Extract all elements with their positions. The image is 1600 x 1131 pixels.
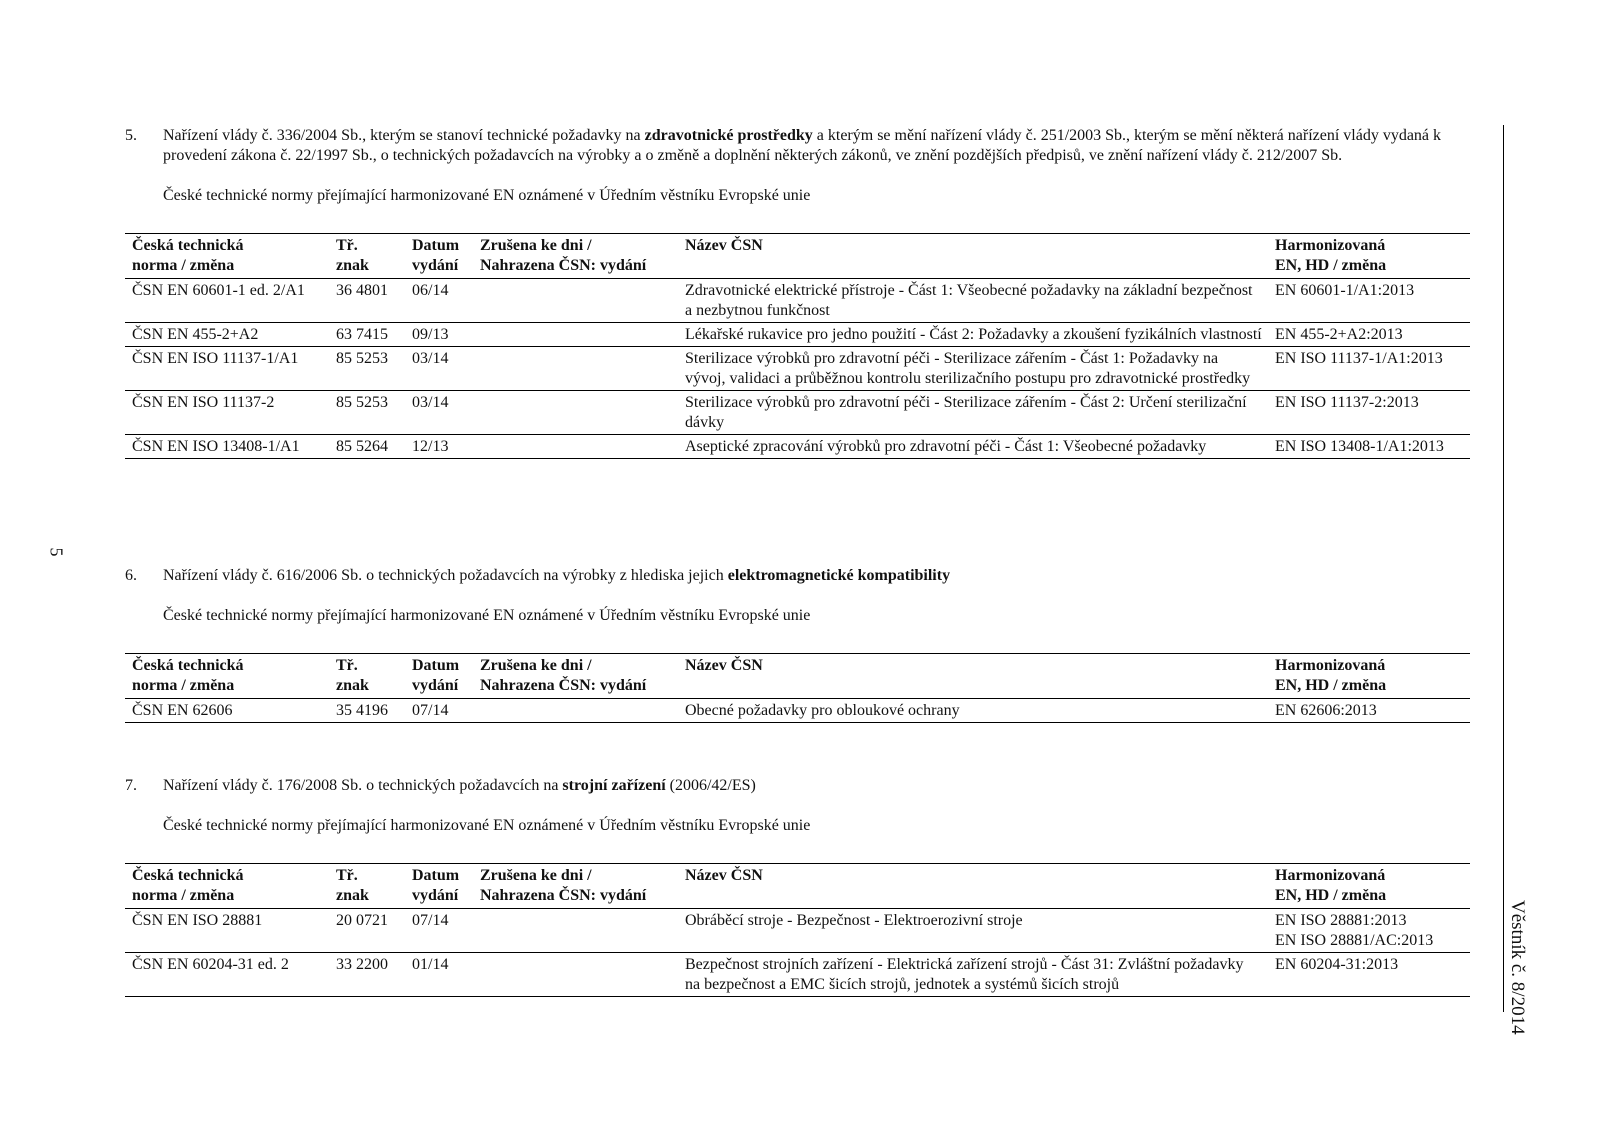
- column-header-line: EN, HD / změna: [1275, 257, 1387, 274]
- cell-datum: 07/14: [412, 702, 449, 719]
- journal-title: Věstník č. 8/2014: [1507, 900, 1528, 1035]
- table-header-row: [125, 234, 1470, 279]
- table-header-row: [125, 864, 1470, 909]
- column-header-line: Nahrazena ČSN: vydání: [480, 257, 647, 274]
- column-header: [678, 654, 1268, 699]
- section-heading: [125, 566, 1470, 586]
- cell-harmonizovana: [1268, 391, 1470, 435]
- cell-datum: 03/14: [412, 350, 449, 367]
- table-row: [125, 391, 1470, 435]
- cell-datum: 03/14: [412, 394, 449, 411]
- column-header-line: vydání: [412, 887, 459, 904]
- cell-harmonizovana: [1268, 909, 1470, 953]
- column-header-line: norma / změna: [132, 887, 235, 904]
- column-header-line: Česká technická: [132, 237, 244, 254]
- cell-nazev: Obráběcí stroje - Bezpečnost - Elektroerozivní stroje: [685, 912, 1023, 929]
- harmonized-standard: EN 62606:2013: [1275, 702, 1377, 719]
- column-header: [678, 234, 1268, 279]
- column-header-line: znak: [336, 887, 369, 904]
- table-row: [125, 435, 1470, 459]
- column-header-line: norma / změna: [132, 257, 235, 274]
- column-header: [329, 864, 405, 909]
- column-header-line: Datum: [412, 867, 460, 884]
- column-header-line: Název ČSN: [685, 657, 763, 674]
- cell-datum: 12/13: [412, 438, 449, 455]
- heading-text: Nařízení vlády č. 176/2008 Sb. o technických požadavcích na: [163, 777, 563, 794]
- cell-zrusena: [473, 953, 678, 997]
- harmonized-standard: EN 455-2+A2:2013: [1275, 326, 1403, 343]
- column-header-line: Tř.: [336, 657, 358, 674]
- harmonized-standard: EN ISO 11137-1/A1:2013: [1275, 350, 1443, 367]
- harmonized-standard: EN ISO 11137-2:2013: [1275, 394, 1419, 411]
- section-subtitle: České technické normy přejímající harmonizované EN oznámené v Úředním věstníku Evropské unie: [163, 817, 811, 834]
- cell-datum: 01/14: [412, 956, 449, 973]
- norms-table: [125, 233, 1470, 459]
- section-subtitle: České technické normy přejímající harmonizované EN oznámené v Úředním věstníku Evropské unie: [163, 607, 811, 624]
- cell-znak: 85 5264: [336, 438, 388, 455]
- cell-datum: 07/14: [412, 912, 449, 929]
- cell-nazev: Sterilizace výrobků pro zdravotní péči - Sterilizace zářením - Část 2: Určení sterilizační dávky: [685, 394, 1247, 431]
- column-header-line: EN, HD / změna: [1275, 887, 1387, 904]
- cell-zrusena: [473, 435, 678, 459]
- section-number: 5.: [125, 127, 137, 144]
- section-heading: [125, 776, 1470, 796]
- column-header-line: Nahrazena ČSN: vydání: [480, 887, 647, 904]
- section-5: [125, 126, 1470, 206]
- cell-znak: 63 7415: [336, 326, 388, 343]
- cell-znak: 20 0721: [336, 912, 388, 929]
- section-number: 7.: [125, 777, 137, 794]
- column-header: [329, 654, 405, 699]
- table-header-row: [125, 654, 1470, 699]
- table-row: [125, 347, 1470, 391]
- margin-rule: [1503, 125, 1504, 1012]
- cell-norma: ČSN EN 60601-1 ed. 2/A1: [132, 282, 305, 299]
- cell-harmonizovana: [1268, 347, 1470, 391]
- norms-table: [125, 653, 1470, 723]
- cell-znak: 33 2200: [336, 956, 388, 973]
- cell-harmonizovana: [1268, 323, 1470, 347]
- column-header: [125, 234, 329, 279]
- column-header-line: znak: [336, 677, 369, 694]
- section-7: [125, 776, 1470, 836]
- cell-harmonizovana: [1268, 435, 1470, 459]
- column-header: [405, 654, 473, 699]
- column-header-line: Harmonizovaná: [1275, 657, 1386, 674]
- cell-zrusena: [473, 323, 678, 347]
- section-number: 6.: [125, 567, 137, 584]
- column-header-line: Harmonizovaná: [1275, 867, 1386, 884]
- cell-harmonizovana: [1268, 953, 1470, 997]
- column-header: [1268, 234, 1470, 279]
- column-header-line: Tř.: [336, 867, 358, 884]
- heading-text-rest: a kterým se mění nařízení vlády č. 251/2003 Sb., kterým se mění některá nařízení vlády vydaná k provedení zákona č. 22/1997 Sb., o technických požadavcích na výrobky a o změně a doplnění některých zákonů, ve znění pozdějších předpisů, ve znění nařízení vlády č. 212/2007 Sb.: [163, 127, 1442, 164]
- cell-datum: 09/13: [412, 326, 449, 343]
- cell-harmonizovana: [1268, 279, 1470, 323]
- column-header-line: EN, HD / změna: [1275, 677, 1387, 694]
- harmonized-standard: EN ISO 13408-1/A1:2013: [1275, 438, 1444, 455]
- harmonized-standard: EN 60204-31:2013: [1275, 956, 1399, 973]
- section-subtitle: České technické normy přejímající harmonizované EN oznámené v Úředním věstníku Evropské unie: [163, 187, 811, 204]
- norms-table: [125, 863, 1470, 997]
- column-header-line: [685, 676, 1262, 696]
- cell-zrusena: [473, 279, 678, 323]
- column-header: [473, 234, 678, 279]
- column-header-line: Nahrazena ČSN: vydání: [480, 677, 647, 694]
- cell-norma: ČSN EN ISO 11137-1/A1: [132, 350, 299, 367]
- cell-znak: 36 4801: [336, 282, 388, 299]
- harmonized-standard: EN ISO 28881:2013: [1275, 912, 1407, 929]
- heading-emphasis: zdravotnické prostředky: [644, 127, 813, 144]
- column-header-line: Zrušena ke dni /: [480, 867, 592, 884]
- cell-nazev: Obecné požadavky pro obloukové ochrany: [685, 702, 960, 719]
- cell-datum: 06/14: [412, 282, 449, 299]
- cell-nazev: Lékařské rukavice pro jedno použití - Část 2: Požadavky a zkoušení fyzikálních vlastností: [685, 326, 1262, 343]
- cell-znak: 35 4196: [336, 702, 388, 719]
- cell-nazev: Sterilizace výrobků pro zdravotní péči - Sterilizace zářením - Část 1: Požadavky na vývoj, validaci a průběžnou kontrolu sterilizačního postupu pro zdravotnické prostředky: [685, 350, 1251, 387]
- column-header-line: Česká technická: [132, 657, 244, 674]
- table-row: [125, 699, 1470, 723]
- cell-nazev: Zdravotnické elektrické přístroje - Část 1: Všeobecné požadavky na základní bezpečnost a nezbytnou funkčnost: [685, 282, 1253, 319]
- column-header-line: Harmonizovaná: [1275, 237, 1386, 254]
- column-header-line: Zrušena ke dni /: [480, 657, 592, 674]
- column-header: [678, 864, 1268, 909]
- column-header: [1268, 864, 1470, 909]
- cell-nazev: Bezpečnost strojních zařízení - Elektrická zařízení strojů - Část 31: Zvláštní požadavky na bezpečnost a EMC šicích strojů, jednotek a systémů šicích strojů: [685, 956, 1244, 993]
- heading-emphasis: strojní zařízení: [562, 777, 666, 794]
- column-header: [125, 864, 329, 909]
- column-header-line: Název ČSN: [685, 867, 763, 884]
- column-header: [405, 234, 473, 279]
- page-number: 5: [46, 547, 67, 557]
- column-header-line: Česká technická: [132, 867, 244, 884]
- column-header: [405, 864, 473, 909]
- column-header-line: znak: [336, 257, 369, 274]
- column-header-line: Název ČSN: [685, 237, 763, 254]
- heading-text: Nařízení vlády č. 336/2004 Sb., kterým se stanoví technické požadavky na: [163, 127, 645, 144]
- cell-norma: ČSN EN ISO 28881: [132, 912, 263, 929]
- cell-norma: ČSN EN 62606: [132, 702, 233, 719]
- column-header: [1268, 654, 1470, 699]
- section-heading: [125, 126, 1470, 166]
- heading-emphasis: elektromagnetické kompatibility: [727, 567, 951, 584]
- column-header-line: Datum: [412, 657, 460, 674]
- cell-harmonizovana: [1268, 699, 1470, 723]
- cell-norma: ČSN EN 60204-31 ed. 2: [132, 956, 289, 973]
- cell-zrusena: [473, 347, 678, 391]
- column-header-line: Tř.: [336, 237, 358, 254]
- column-header-line: norma / změna: [132, 677, 235, 694]
- column-header: [473, 654, 678, 699]
- harmonized-standard: EN ISO 28881/AC:2013: [1275, 932, 1434, 949]
- column-header-line: [685, 256, 1262, 276]
- cell-zrusena: [473, 391, 678, 435]
- harmonized-standard: EN 60601-1/A1:2013: [1275, 282, 1415, 299]
- column-header: [473, 864, 678, 909]
- cell-norma: ČSN EN ISO 11137-2: [132, 394, 275, 411]
- cell-zrusena: [473, 699, 678, 723]
- cell-norma: ČSN EN 455-2+A2: [132, 326, 259, 343]
- cell-nazev: Aseptické zpracování výrobků pro zdravotní péči - Část 1: Všeobecné požadavky: [685, 438, 1207, 455]
- column-header-line: vydání: [412, 257, 459, 274]
- table-row: [125, 953, 1470, 997]
- cell-znak: 85 5253: [336, 394, 388, 411]
- cell-norma: ČSN EN ISO 13408-1/A1: [132, 438, 300, 455]
- column-header-line: vydání: [412, 677, 459, 694]
- column-header-line: Zrušena ke dni /: [480, 237, 592, 254]
- table-row: [125, 279, 1470, 323]
- cell-znak: 85 5253: [336, 350, 388, 367]
- cell-zrusena: [473, 909, 678, 953]
- table-row: [125, 909, 1470, 953]
- column-header: [125, 654, 329, 699]
- table-row: [125, 323, 1470, 347]
- column-header-line: [685, 886, 1262, 906]
- heading-text: Nařízení vlády č. 616/2006 Sb. o technických požadavcích na výrobky z hlediska jejich: [163, 567, 728, 584]
- column-header: [329, 234, 405, 279]
- heading-text-rest: (2006/42/ES): [665, 777, 756, 794]
- column-header-line: Datum: [412, 237, 460, 254]
- section-6: [125, 566, 1470, 626]
